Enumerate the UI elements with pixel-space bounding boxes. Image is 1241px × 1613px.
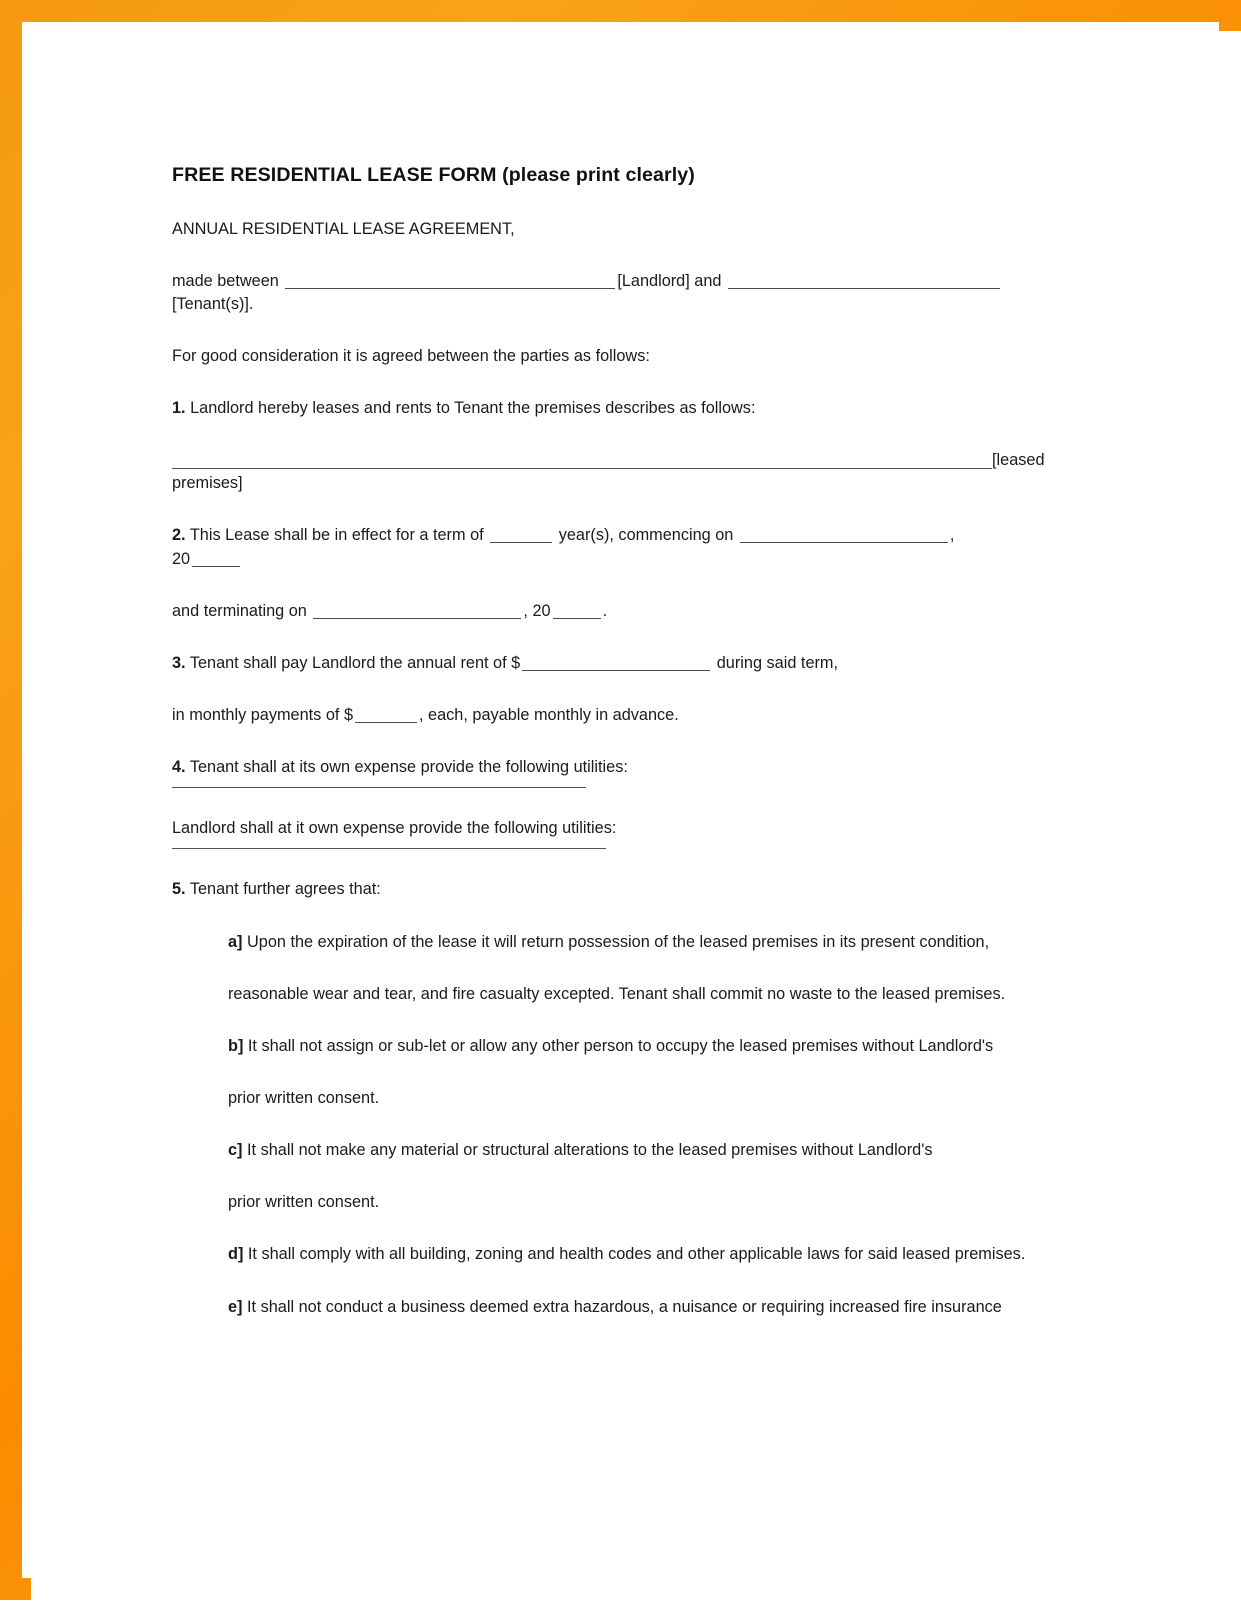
clause-1-body: Landlord hereby leases and rents to Tenant the premises describes as follows: [190, 399, 756, 418]
clause-5-item-e [172, 1296, 1075, 1319]
made-between-label: made between [172, 271, 279, 290]
term-years-blank[interactable] [490, 528, 552, 544]
clause-5-item-d-text: It shall comply with all building, zoning and health codes and other applicable laws for said leased premises. [247, 1245, 1026, 1264]
clause-5-item-b-continued [172, 1087, 1075, 1110]
clause-4-number: 4. [172, 758, 186, 777]
clause-1-text [172, 397, 1075, 420]
landlord-name-blank[interactable] [285, 273, 615, 289]
tenant-name-blank[interactable] [728, 273, 1000, 289]
clause-5-item-b-label: b] [228, 1036, 244, 1055]
clause-5-text [172, 878, 1075, 901]
clause-5-item-d-label: d] [228, 1245, 244, 1264]
terminating-period: . [602, 601, 608, 620]
landlord-bracket-label: [Landlord] and [617, 271, 722, 290]
clause-5-item-c-text: It shall not make any material or structural alterations to the leased premises without Landlord's [247, 1141, 933, 1160]
consideration-paragraph: For good consideration it is agreed between the parties as follows: [172, 346, 650, 365]
landlord-utilities-fill-row [172, 848, 1075, 849]
clause-5-item-a-label: a] [228, 932, 243, 951]
tenant-utilities-fill-row [172, 787, 1075, 788]
clause-2-body-b: year(s), commencing on [558, 526, 734, 545]
clause-2-text [172, 524, 1075, 570]
clause-5-item-a-continued [172, 983, 1075, 1006]
clause-5-number: 5. [172, 880, 186, 899]
clause-4-landlord-text [172, 817, 1075, 840]
clause-1-premises-fill [172, 449, 1075, 495]
clause-5-item-d [172, 1243, 1075, 1266]
document-body [172, 164, 1075, 1348]
clause-5-item-b [172, 1035, 1075, 1058]
clause-3-body-b: during said term, [716, 653, 839, 672]
clause-3-text [172, 652, 1075, 675]
commencing-date-blank[interactable] [740, 528, 948, 544]
tenant-utilities-blank[interactable] [172, 787, 586, 788]
clause-5-item-b-text: It shall not assign or sub-let or allow any other person to occupy the leased premises without Landlord's [247, 1036, 994, 1055]
monthly-payment-suffix: , each, payable monthly in advance. [419, 706, 679, 725]
leased-premises-bracket: [leased premises] [172, 451, 1045, 493]
clause-4-landlord-utilities: Landlord shall at it own expense provide the following utilities: [172, 819, 617, 838]
clause-2-body-a: This Lease shall be in effect for a term of [189, 526, 484, 545]
clause-5-item-e-text: It shall not conduct a business deemed extra hazardous, a nuisance or requiring increased fire insurance [247, 1297, 1002, 1316]
clause-4-tenant-utilities: Tenant shall at its own expense provide the following utilities: [189, 758, 628, 777]
commencing-year-prefix: 20 [172, 549, 191, 568]
landlord-utilities-blank[interactable] [172, 848, 606, 849]
clause-3-monthly [172, 704, 1075, 727]
annual-rent-blank[interactable] [522, 655, 710, 671]
monthly-payment-blank[interactable] [355, 707, 417, 723]
clause-3-body-a: Tenant shall pay Landlord the annual rent of $ [189, 653, 521, 672]
terminating-year-blank[interactable] [553, 603, 601, 619]
clause-1-number: 1. [172, 399, 186, 418]
clause-5-item-c-continued [172, 1191, 1075, 1214]
clause-5-item-a-continued-text: reasonable wear and tear, and fire casualty excepted. Tenant shall commit no waste to the leased premises. [228, 984, 1006, 1003]
document-page [31, 31, 1241, 1613]
clause-5-item-c-continued-text: prior written consent. [228, 1193, 380, 1212]
clause-5-item-a-text: Upon the expiration of the lease it will return possession of the leased premises in its present condition, [247, 932, 990, 951]
clause-5-item-e-label: e] [228, 1297, 243, 1316]
terminating-year-prefix: , 20 [523, 601, 551, 620]
clause-3-number: 3. [172, 653, 186, 672]
leased-premises-blank[interactable] [172, 468, 992, 469]
commencing-year-blank[interactable] [192, 551, 240, 567]
frame-inner-mat [9, 9, 1232, 1591]
clause-2-number: 2. [172, 526, 186, 545]
monthly-payment-label: in monthly payments of $ [172, 706, 353, 725]
clause-5-item-a [172, 931, 1075, 954]
page-title: FREE RESIDENTIAL LEASE FORM (please print clearly) [172, 164, 695, 186]
document-subtitle: ANNUAL RESIDENTIAL LEASE AGREEMENT, [172, 219, 515, 238]
clause-5-item-b-continued-text: prior written consent. [228, 1089, 380, 1108]
clause-5-item-c [172, 1139, 1075, 1162]
terminating-label: and terminating on [172, 601, 307, 620]
tenant-bracket-label: [Tenant(s)]. [172, 294, 254, 313]
terminating-date-blank[interactable] [313, 603, 521, 619]
clause-2-terminating [172, 600, 1075, 623]
clause-5-item-c-label: c] [228, 1141, 243, 1160]
clause-4-text [172, 756, 1075, 779]
clause-2-body-c: , [949, 526, 955, 545]
clause-5-body: Tenant further agrees that: [189, 880, 381, 899]
parties-paragraph [172, 270, 1075, 316]
